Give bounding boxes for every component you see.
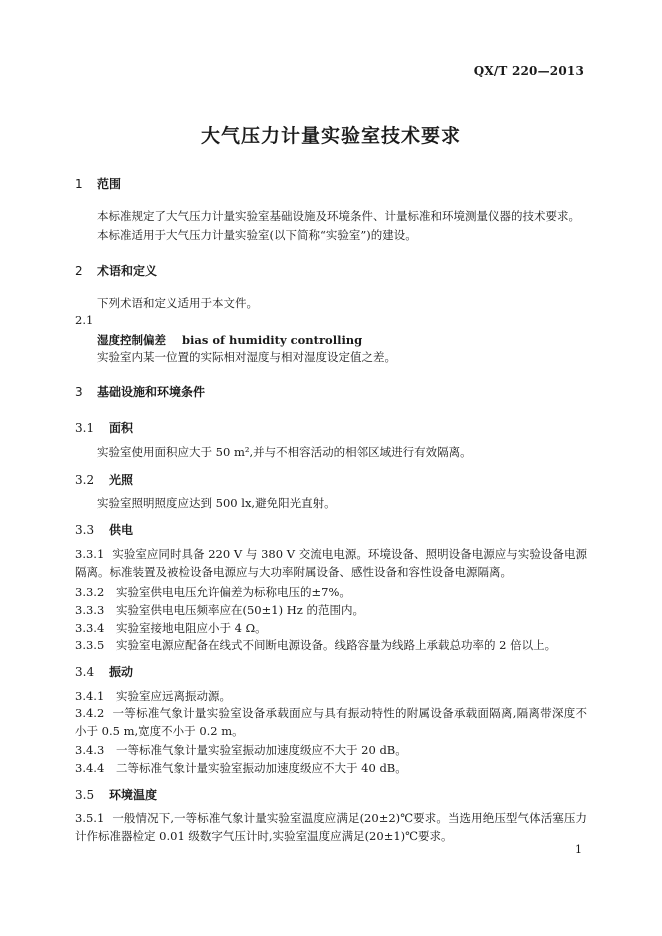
clause-text: 二等标准气象计量实验室振动加速度级应不大于 40 dB。 bbox=[116, 761, 407, 775]
clause-number: 2.1 bbox=[75, 313, 94, 327]
subsection-3-1-heading bbox=[75, 419, 133, 436]
clause-number: 3.3.4 bbox=[75, 621, 105, 635]
clause-3-4-2 bbox=[75, 704, 587, 740]
clause-text: 一等标准气象计量实验室振动加速度级应不大于 20 dB。 bbox=[116, 743, 407, 757]
paragraph: 实验室照明照度应达到 500 lx,避免阳光直射。 bbox=[97, 496, 336, 510]
paragraph: 实验室使用面积应大于 50 m²,并与不相容活动的相邻区域进行有效隔离。 bbox=[97, 445, 472, 459]
subsection-3-5-heading bbox=[75, 786, 157, 803]
subsection-number: 3.2 bbox=[75, 473, 95, 487]
clause-text: 实验室供电电压频率应在(50±1) Hz 的范围内。 bbox=[116, 603, 364, 617]
subsection-number: 3.5 bbox=[75, 788, 95, 802]
clause-text: 实验室电源应配备在线式不间断电源设备。线路容量为线路上承载总功率的 2 倍以上。 bbox=[116, 638, 557, 652]
clause-3-3-3 bbox=[75, 602, 364, 618]
clause-number: 3.3.3 bbox=[75, 603, 105, 617]
clause-number: 3.4.3 bbox=[75, 743, 105, 757]
section-title: 基础设施和环境条件 bbox=[97, 385, 206, 399]
paragraph: 下列术语和定义适用于本文件。 bbox=[97, 296, 258, 310]
clause-text: 实验室应同时具备 220 V 与 380 V 交流电电源。环境设备、照明设备电源应与实验设备电源隔离。标准装置及被检设备电源应与大功率附属设备、感性设备和容性设备电源隔离。 bbox=[75, 547, 587, 579]
clause-number: 3.3.5 bbox=[75, 638, 105, 652]
term-definition: 实验室内某一位置的实际相对湿度与相对湿度设定值之差。 bbox=[97, 350, 396, 364]
section-title: 范围 bbox=[97, 177, 122, 191]
document-title: 大气压力计量实验室技术要求 bbox=[200, 125, 461, 147]
subsection-title: 光照 bbox=[109, 473, 134, 487]
clause-number: 3.4.2 bbox=[75, 706, 105, 720]
clause-number: 3.4.1 bbox=[75, 689, 105, 703]
clause-number: 3.4.4 bbox=[75, 761, 105, 775]
section-2-heading bbox=[75, 262, 157, 279]
paragraph: 本标准适用于大气压力计量实验室(以下简称“实验室”)的建设。 bbox=[97, 228, 417, 242]
term-chinese: 湿度控制偏差 bbox=[97, 333, 166, 347]
term-english: bias of humidity controlling bbox=[182, 333, 363, 347]
clause-text: 实验室应远离振动源。 bbox=[116, 689, 231, 703]
section-1-heading bbox=[75, 175, 121, 192]
clause-3-3-2 bbox=[75, 584, 351, 600]
subsection-number: 3.4 bbox=[75, 665, 95, 679]
section-3-heading bbox=[75, 383, 205, 400]
subsection-title: 供电 bbox=[109, 523, 134, 537]
clause-text: 实验室接地电阻应小于 4 Ω。 bbox=[116, 621, 267, 635]
clause-3-5-1 bbox=[75, 809, 587, 845]
subsection-3-2-heading bbox=[75, 471, 133, 488]
clause-3-3-4 bbox=[75, 620, 267, 636]
clause-number: 3.5.1 bbox=[75, 811, 105, 825]
clause-text: 一般情况下,一等标准气象计量实验室温度应满足(20±2)℃要求。当选用绝压型气体活塞压力计作标准器检定 0.01 级数字气压计时,实验室温度应满足(20±1)℃要求。 bbox=[75, 811, 587, 843]
subsection-number: 3.1 bbox=[75, 421, 95, 435]
clause-text: 实验室供电电压允许偏差为标称电压的±7%。 bbox=[116, 585, 351, 599]
section-number: 3 bbox=[75, 385, 83, 399]
clause-3-4-4 bbox=[75, 760, 407, 776]
subsection-title: 面积 bbox=[109, 421, 134, 435]
clause-3-4-1 bbox=[75, 688, 231, 704]
standard-number: QX/T 220—2013 bbox=[473, 64, 584, 78]
clause-number: 3.3.2 bbox=[75, 585, 105, 599]
section-number: 1 bbox=[75, 177, 83, 191]
subsection-number: 3.3 bbox=[75, 523, 95, 537]
clause-text: 一等标准气象计量实验室设备承载面应与具有振动特性的附属设备承载面隔离,隔离带深度不小于 0.5 m,宽度不小于 0.2 m。 bbox=[75, 706, 587, 738]
subsection-3-3-heading bbox=[75, 521, 133, 538]
subsection-title: 振动 bbox=[109, 665, 134, 679]
subsection-3-4-heading bbox=[75, 663, 133, 680]
section-title: 术语和定义 bbox=[97, 264, 158, 278]
section-number: 2 bbox=[75, 264, 83, 278]
clause-3-3-5 bbox=[75, 637, 556, 653]
term-entry bbox=[97, 332, 362, 348]
clause-3-3-1 bbox=[75, 545, 587, 581]
clause-number: 3.3.1 bbox=[75, 547, 105, 561]
clause-3-4-3 bbox=[75, 742, 407, 758]
subsection-title: 环境温度 bbox=[109, 788, 158, 802]
page-number: 1 bbox=[575, 843, 582, 856]
paragraph: 本标准规定了大气压力计量实验室基础设施及环境条件、计量标准和环境测量仪器的技术要求。 bbox=[97, 209, 580, 223]
